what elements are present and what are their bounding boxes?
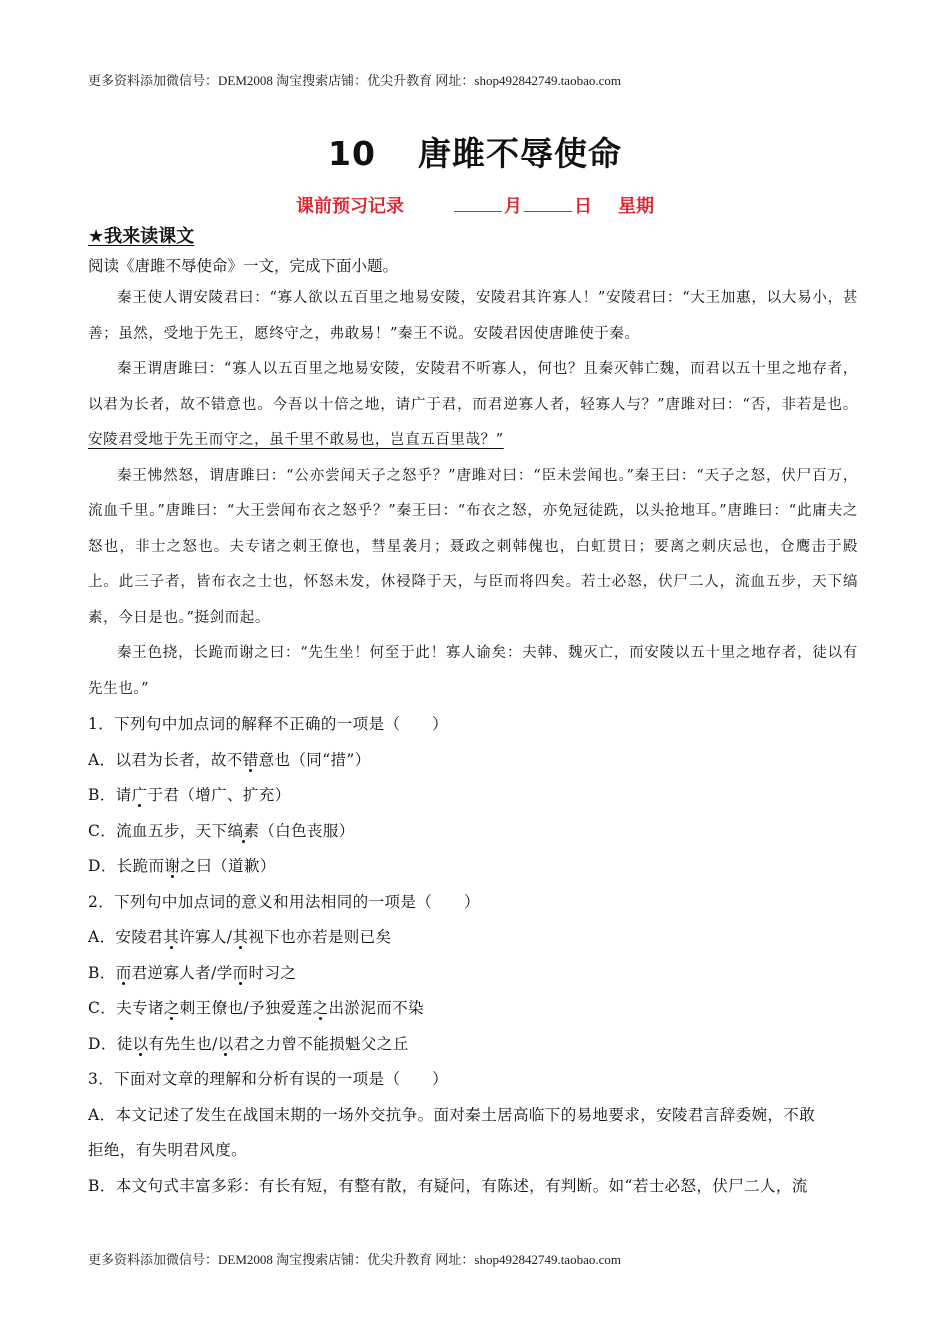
lesson-title-text: 唐雎不辱使命 [417, 134, 622, 173]
question-2-option-a: A．安陵君其许寡人/其视下也亦若是则已矣 [88, 928, 392, 946]
question-1-option-d: D．长跪而谢之曰（道歉） [88, 857, 276, 875]
day-blank [524, 195, 572, 212]
question-3-option-a-line-2: 拒绝，有失明君风度。 [88, 1141, 248, 1159]
dotted-word: 以 [132, 1034, 149, 1053]
question-2-option-d: D．徒以有先生也/以君之力曾不能损魁父之丘 [88, 1034, 409, 1053]
weekday-label: 星期 [618, 196, 654, 217]
dotted-word: 而 [232, 963, 249, 982]
passage-paragraph-1: 秦王使人谓安陵君曰：“寡人欲以五百里之地易安陵，安陵君其许寡人！”安陵君曰：“大王加惠，以大易小，甚善；虽然，受地于先王，愿终守之，弗敢易！”秦王不说。安陵君因使唐雎使于秦。 [88, 290, 858, 342]
lesson-number: 10 [328, 134, 376, 173]
dotted-word: 广 [131, 786, 148, 804]
question-2-option-c: C．夫专诸之刺王僚也/予独爱莲之出淤泥而不染 [88, 999, 424, 1017]
passage [88, 281, 858, 707]
dotted-word: 之 [163, 999, 180, 1017]
dotted-word: 谢 [164, 857, 181, 875]
passage-paragraph-3: 秦王怫然怒，谓唐雎曰：“公亦尝闻天子之怒乎？”唐雎对曰：“臣未尝闻也。”秦王曰：“天子之怒，伏尸百万，流血千里。”唐雎曰：“大王尝闻布衣之怒乎？”秦王曰：“布衣之怒，亦免冠徒跣，以头抢地耳。”唐雎曰：“此庸夫之怒也，非士之怒也。夫专诸之刺王僚也，彗星袭月；聂政之刺韩傀也，白虹贯日；要离之刺庆忌也，仓鹰击于殿上。此三子者，皆布衣之士也，怀怒未发，休祲降于天，与臣而将四矣。若士必怒，伏尸二人，流血五步，天下缟素，今日是也。”挺剑而起。 [88, 467, 858, 626]
day-label: 日 [574, 196, 592, 217]
question-3-option-a-line-1: A．本文记述了发生在战国末期的一场外交抗争。面对秦土居高临下的易地要求，安陵君言辞委婉，不敢 [88, 1105, 816, 1124]
question-2-stem: 2．下列句中加点词的意义和用法相同的一项是（ ） [88, 892, 480, 911]
section-heading: ★我来读课文 [88, 226, 195, 247]
passage-paragraph-2-text: 秦王谓唐雎曰：“寡人以五百里之地易安陵，安陵君不听寡人，何也？且秦灭韩亡魏，而君以五十里之地存者，以君为长者，故不错意也。今吾以十倍之地，请广于君，而君逆寡人者，轻寡人与？”唐雎对曰：“否，非若是也。 [88, 361, 858, 413]
question-2-option-b: B．而君逆寡人者/学而时习之 [88, 963, 297, 982]
month-blank [454, 195, 502, 212]
question-1 [88, 707, 858, 885]
dotted-word: 以 [217, 1034, 234, 1053]
dotted-word: 而 [115, 963, 132, 982]
page-footer: 更多资料添加微信号：DEM2008 淘宝搜索店铺：优尖升教育 网址：shop492842749.taobao.com [88, 1252, 621, 1267]
question-1-option-c: C．流血五步，天下缟素（白色丧服） [88, 821, 355, 840]
dotted-word: 其 [163, 928, 180, 946]
dotted-word: 缟素 [227, 821, 260, 840]
question-1-option-a: A．以君为长者，故不错意也（同“措”） [88, 750, 371, 769]
passage-paragraph-2 [88, 352, 858, 459]
question-3 [88, 1062, 858, 1204]
preview-record-line [0, 192, 950, 218]
passage-paragraph-4: 秦王色挠，长跪而谢之曰：“先生坐！何至于此！寡人谕矣：夫韩、魏灭亡，而安陵以五十里之地存者，徒以有先生也。” [88, 645, 858, 697]
question-3-stem: 3．下面对文章的理解和分析有误的一项是（ ） [88, 1070, 449, 1088]
dotted-word: 其 [232, 928, 249, 946]
question-1-option-b: B．请广于君（增广、扩充） [88, 786, 291, 804]
main-content [88, 251, 858, 1204]
page-header: 更多资料添加微信号：DEM2008 淘宝搜索店铺：优尖升教育 网址：shop492842749.taobao.com [88, 73, 621, 88]
underlined-sentence: 安陵君受地于先王而守之，虽千里不敢易也，岂直五百里哉？” [88, 432, 504, 448]
reading-instruction: 阅读《唐雎不辱使命》一文，完成下面小题。 [88, 257, 399, 275]
question-3-option-b-line-1: B．本文句式丰富多彩：有长有短，有整有散，有疑问，有陈述，有判断。如“若士必怒，伏尸二人，流 [88, 1176, 808, 1195]
preview-record-label: 课前预习记录 [296, 196, 404, 217]
question-2 [88, 885, 858, 1063]
month-label: 月 [504, 196, 522, 217]
lesson-title [0, 128, 950, 175]
dotted-word: 之 [312, 999, 329, 1017]
question-1-stem: 1．下列句中加点词的解释不正确的一项是（ ） [88, 715, 449, 733]
dotted-word: 错 [242, 750, 259, 769]
